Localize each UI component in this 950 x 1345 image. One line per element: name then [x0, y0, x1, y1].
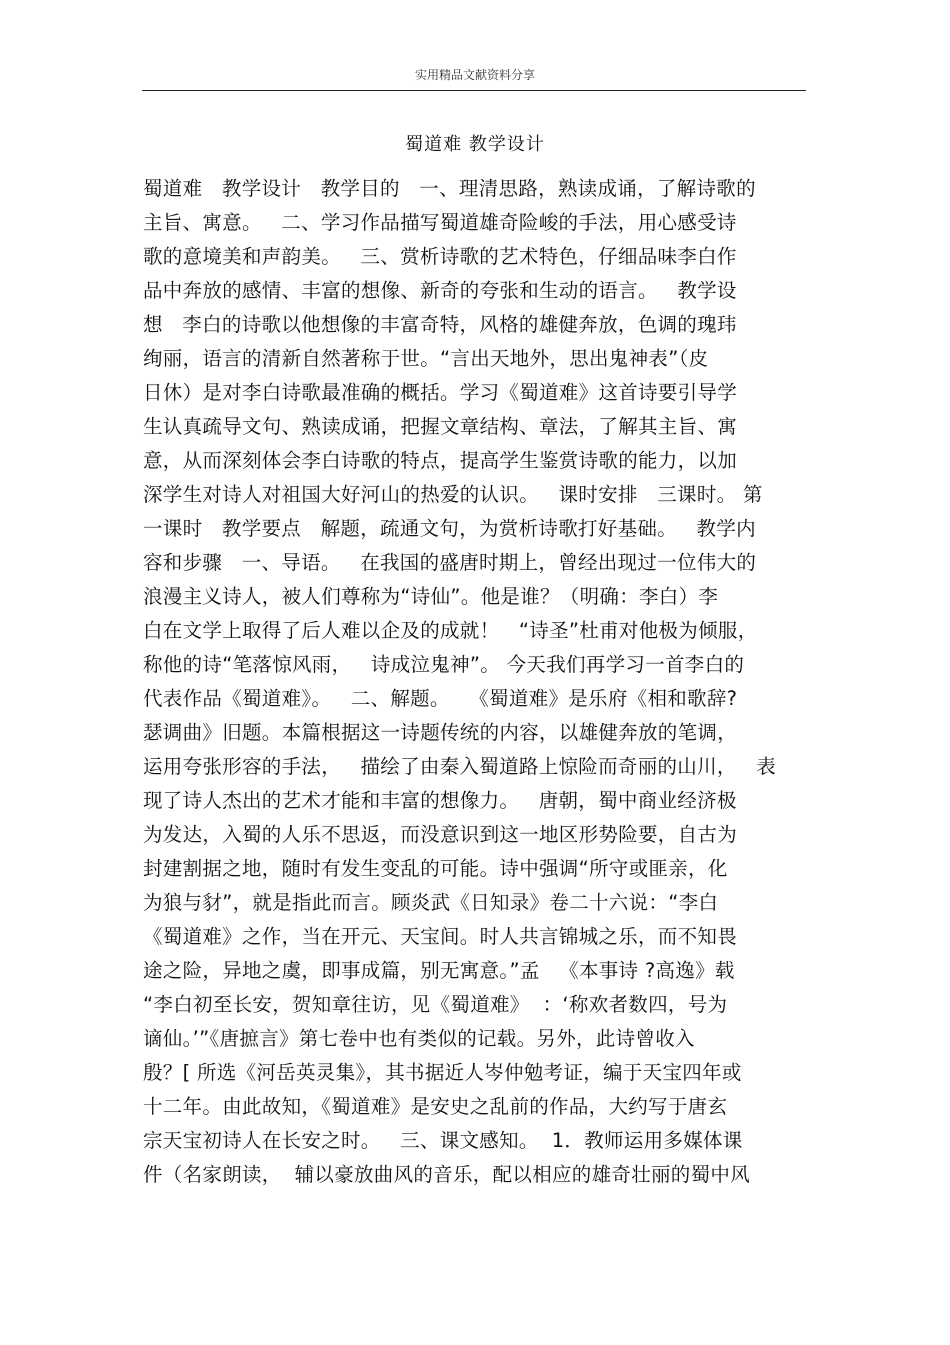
- body-line: 十二年。由此故知，《蜀道难》是安史之乱前的作品，大约写于唐玄: [143, 1095, 728, 1118]
- body-line: 瑟调曲》旧题。本篇根据这一诗题传统的内容，以雄健奔放的笔调，: [143, 721, 738, 744]
- body-line: 想 李白的诗歌以他想像的丰富奇特，风格的雄健奔放，色调的瑰玮: [143, 313, 737, 336]
- body-line: 歌的意境美和声韵美。 三、赏析诗歌的艺术特色，仔细品味李白作: [143, 245, 737, 268]
- body-line: 主旨、寓意。 二、学习作品描写蜀道雄奇险峻的手法，用心感受诗: [143, 211, 737, 234]
- body-line: 现了诗人杰出的艺术才能和丰富的想像力。 唐朝，蜀中商业经济极: [143, 789, 737, 812]
- body-line: 《蜀道难》之作，当在开元、天宝间。时人共言锦城之乐，而不知畏: [143, 925, 738, 948]
- body-line: 浪漫主义诗人，被人们尊称为“诗仙”。他是谁？（明确：李白）李: [143, 585, 719, 608]
- body-line: 为狼与豺”，就是指此而言。顾炎武《日知录》卷二十六说：“李白: [143, 891, 719, 914]
- body-line: 日休）是对李白诗歌最准确的概括。学习《蜀道难》这首诗要引导学: [143, 381, 738, 404]
- body-line: 一课时 教学要点 解题，疏通文句，为赏析诗歌打好基础。 教学内: [143, 517, 756, 540]
- header-divider: [142, 90, 806, 91]
- document-body: [143, 172, 811, 1192]
- document-title: 蜀道难 教学设计: [405, 134, 545, 155]
- body-line: 为发达，入蜀的人乐不思返，而没意识到这一地区形势险要，自古为: [143, 823, 738, 846]
- body-line: 运用夸张形容的手法， 描绘了由秦入蜀道路上惊险而奇丽的山川， 表: [143, 755, 776, 778]
- body-line: “李白初至长安，贺知章往访，见《蜀道难》 ：‘称欢者数四，号为: [143, 993, 728, 1016]
- body-line: 代表作品《蜀道难》。 二、解题。 《蜀道难》是乐府《相和歌辞?: [143, 687, 738, 710]
- body-line: 谪仙。’”《唐摭言》第七卷中也有类似的记载。另外，此诗曾收入: [143, 1027, 695, 1050]
- body-line: 宗天宝初诗人在长安之时。 三、课文感知。 1．教师运用多媒体课: [143, 1129, 743, 1152]
- body-line: 绚丽，语言的清新自然著称于世。“言出天地外，思出鬼神表”（皮: [143, 347, 709, 370]
- body-line: 意，从而深刻体会李白诗歌的特点，提高学生鉴赏诗歌的能力，以加: [143, 449, 738, 472]
- body-line: 深学生对诗人对祖国大好河山的热爱的认识。 课时安排 三课时。 第: [143, 483, 763, 506]
- body-line: 容和步骤 一、导语。 在我国的盛唐时期上，曾经出现过一位伟大的: [143, 551, 757, 574]
- body-line: 品中奔放的感情、丰富的想像、新奇的夸张和生动的语言。 教学设: [143, 279, 737, 302]
- body-line: 生认真疏导文句、熟读成诵，把握文章结构、章法，了解其主旨、寓: [143, 415, 738, 438]
- body-line: 蜀道难 教学设计 教学目的 一、理清思路，熟读成诵，了解诗歌的: [143, 177, 756, 200]
- body-line: 封建割据之地，随时有发生变乱的可能。诗中强调“所守或匪亲，化: [143, 857, 728, 880]
- page-header: 实用精品文献资料分享: [414, 68, 535, 82]
- body-line: 称他的诗“笔落惊风雨， 诗成泣鬼神”。 今天我们再学习一首李白的: [143, 653, 745, 676]
- body-line: 途之险，异地之虞，即事成篇，别无寓意。”孟 《本事诗 ?高逸》载: [143, 959, 735, 982]
- body-line: 殷？[ 所选《河岳英灵集》，其书据近人岑仲勉考证，编于天宝四年或: [143, 1061, 742, 1084]
- body-line: 件（名家朗读， 辅以豪放曲风的音乐，配以相应的雄奇壮丽的蜀中风: [143, 1163, 750, 1186]
- body-line: 白在文学上取得了后人难以企及的成就！ “诗圣”杜甫对他极为倾服，: [143, 619, 758, 642]
